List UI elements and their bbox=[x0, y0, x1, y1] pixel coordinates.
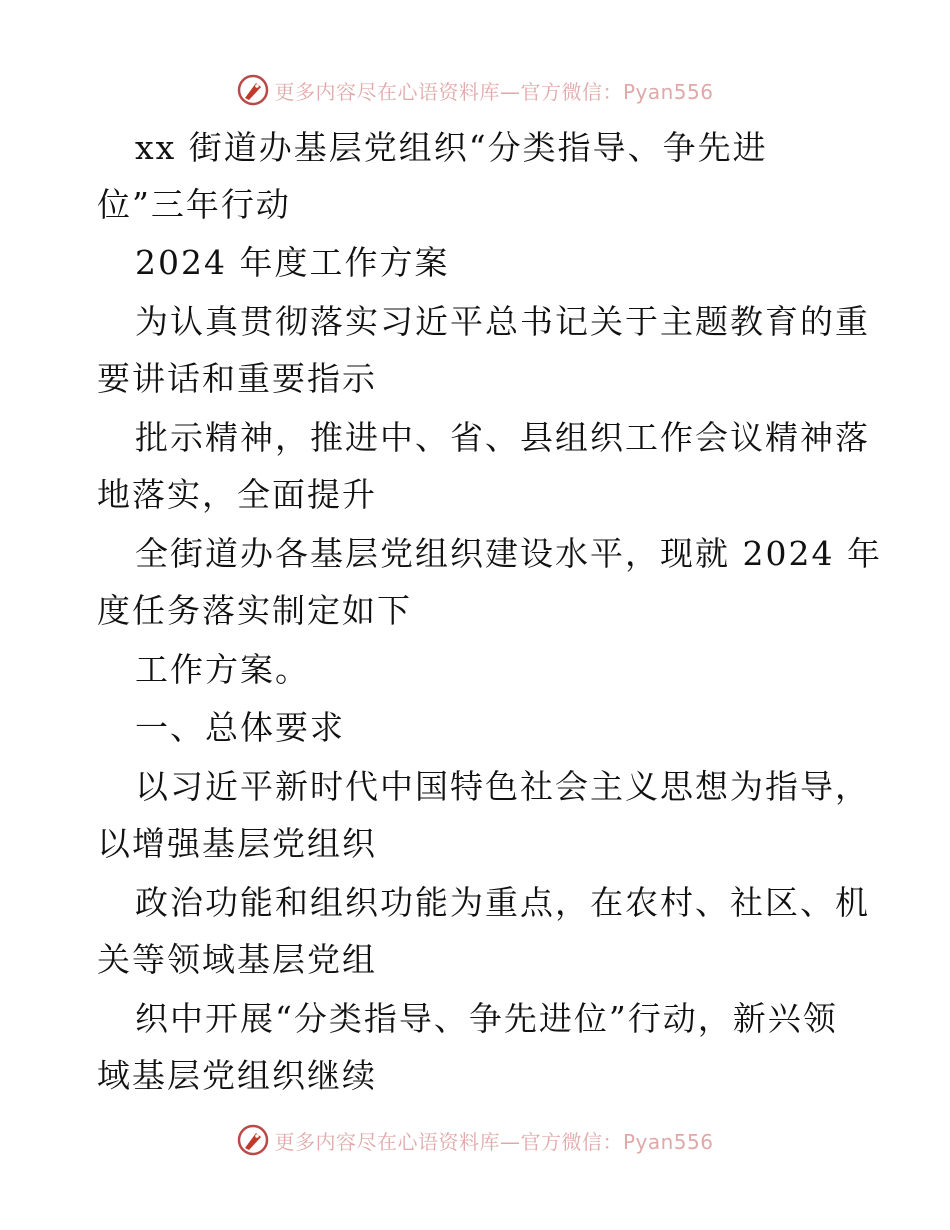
pen-nib-logo-icon bbox=[236, 73, 270, 107]
footer-watermark-banner bbox=[0, 1120, 950, 1160]
paragraph-line: 度任务落实制定如下 bbox=[97, 591, 412, 630]
subtitle-line: 2024 年度工作方案 bbox=[135, 243, 450, 282]
paragraph-line: 以增强基层党组织 bbox=[97, 824, 377, 863]
paragraph-line: 政治功能和组织功能为重点，在农村、社区、机 bbox=[135, 883, 870, 922]
section-heading: 一、总体要求 bbox=[135, 708, 345, 747]
paragraph-line: 域基层党组织继续 bbox=[97, 1056, 377, 1095]
pen-nib-logo-icon bbox=[236, 1123, 270, 1157]
header-watermark-banner bbox=[0, 70, 950, 110]
paragraph-line: 工作方案。 bbox=[135, 650, 310, 689]
paragraph-line: 为认真贯彻落实习近平总书记关于主题教育的重 bbox=[135, 302, 870, 341]
paragraph-line: 全街道办各基层党组织建设水平，现就 2024 年 bbox=[135, 534, 882, 573]
title-line-1: xx 街道办基层党组织“分类指导、争先进 bbox=[135, 128, 768, 167]
watermark-text: 更多内容尽在心语资料库—官方微信：Pyan556 bbox=[274, 79, 714, 104]
paragraph-line: 以习近平新时代中国特色社会主义思想为指导， bbox=[135, 767, 870, 806]
paragraph-line: 关等领域基层党组 bbox=[97, 940, 377, 979]
paragraph-line: 地落实，全面提升 bbox=[97, 475, 377, 514]
paragraph-line: 织中开展“分类指导、争先进位”行动，新兴领 bbox=[135, 999, 838, 1038]
paragraph-line: 批示精神，推进中、省、县组织工作会议精神落 bbox=[135, 418, 870, 457]
watermark-text: 更多内容尽在心语资料库—官方微信：Pyan556 bbox=[274, 1129, 714, 1154]
paragraph-line: 要讲话和重要指示 bbox=[97, 359, 377, 398]
title-line-2: 位”三年行动 bbox=[97, 185, 291, 224]
